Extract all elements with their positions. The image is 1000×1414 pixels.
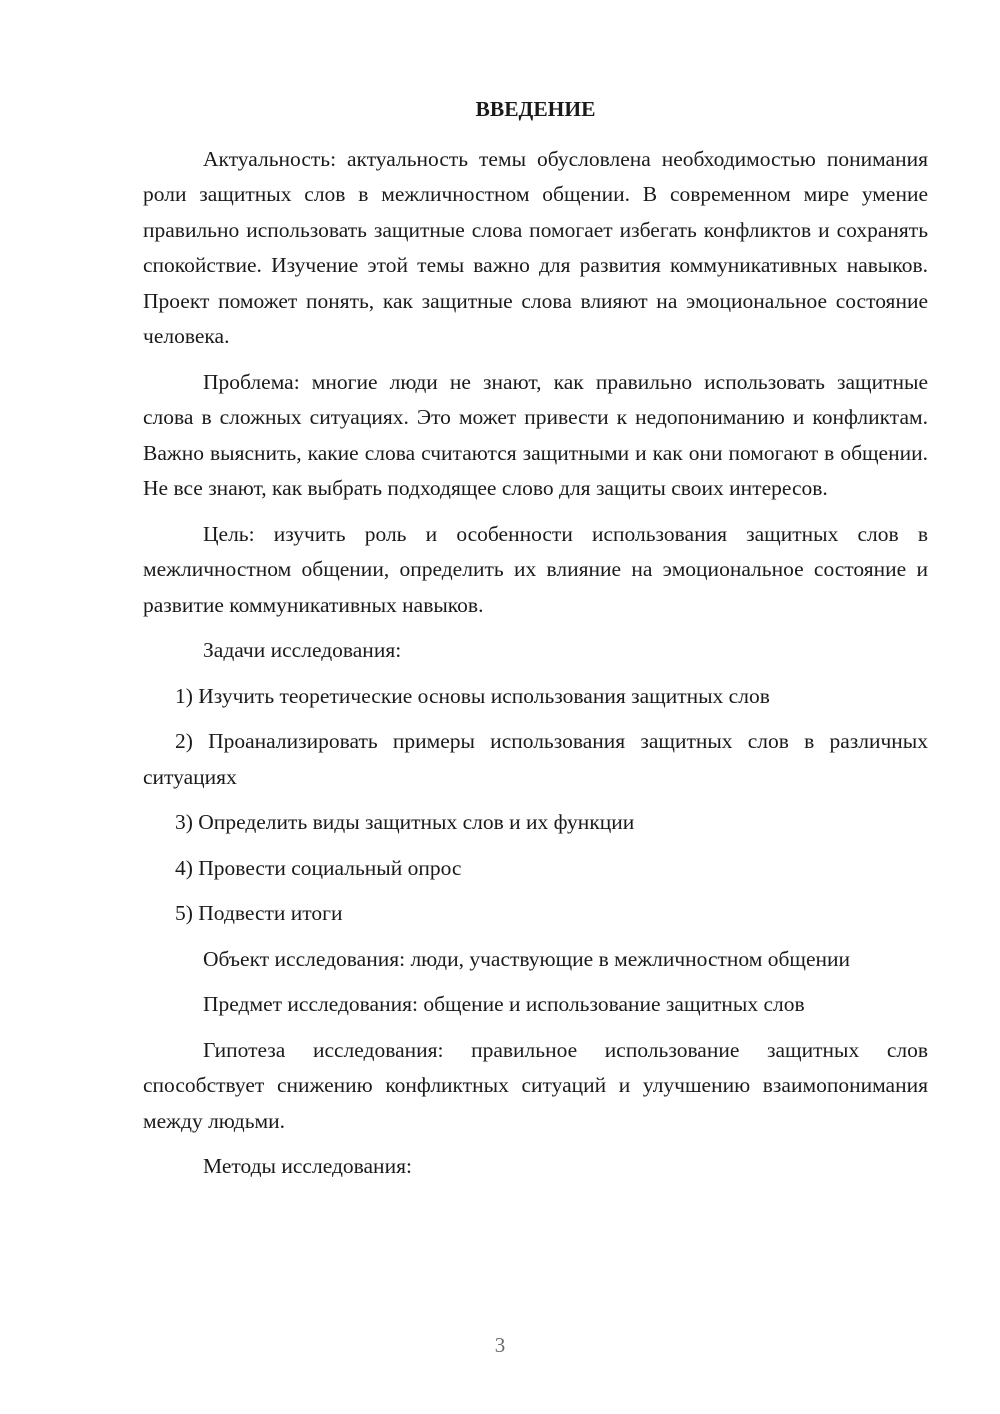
goal-paragraph: Цель: изучить роль и особенности использования защитных слов в межличностном общении, определить их влияние на эмоциональное состояние и развитие коммуникативных навыков.: [143, 521, 928, 617]
hypothesis-paragraph: Гипотеза исследования: правильное использование защитных слов способствует снижению конфликтных ситуаций и улучшению взаимопонимания между людьми.: [143, 1037, 928, 1133]
object-paragraph: Объект исследования: люди, участвующие в межличностном общении: [203, 946, 851, 971]
task-item-5: 5) Подвести итоги: [175, 901, 343, 925]
methods-heading: Методы исследования:: [203, 1154, 412, 1178]
section-title: ВВЕДЕНИЕ: [475, 97, 596, 121]
page-number: 3: [494, 1333, 506, 1357]
task-item-1: 1) Изучить теоретические основы использования защитных слов: [175, 683, 770, 708]
relevance-paragraph: Актуальность: актуальность темы обусловлена необходимостью понимания роли защитных слов в межличностном общении. В современном мире умение правильно использовать защитные слова помогает избегать конфликтов и сохранять спокойствие. Изучение этой темы важно для развития коммуникативных навыков. Проект поможет понять, как защитные слова влияют на эмоциональное состояние человека.: [143, 146, 928, 348]
task-item-2: 2) Проанализировать примеры использования защитных слов в различных ситуациях: [143, 729, 928, 789]
page-content: [143, 92, 928, 1195]
tasks-heading: Задачи исследования:: [203, 638, 402, 662]
task-item-4: 4) Провести социальный опрос: [175, 855, 462, 880]
task-item-3: 3) Определить виды защитных слов и их функции: [175, 810, 635, 834]
problem-paragraph: Проблема: многие люди не знают, как правильно использовать защитные слова в сложных ситуациях. Это может привести к недопониманию и конфликтам. Важно выяснить, какие слова считаются защитными и как они помогают в общении. Не все знают, как выбрать подходящее слово для защиты своих интересов.: [143, 369, 928, 500]
subject-paragraph: Предмет исследования: общение и использование защитных слов: [203, 992, 805, 1016]
